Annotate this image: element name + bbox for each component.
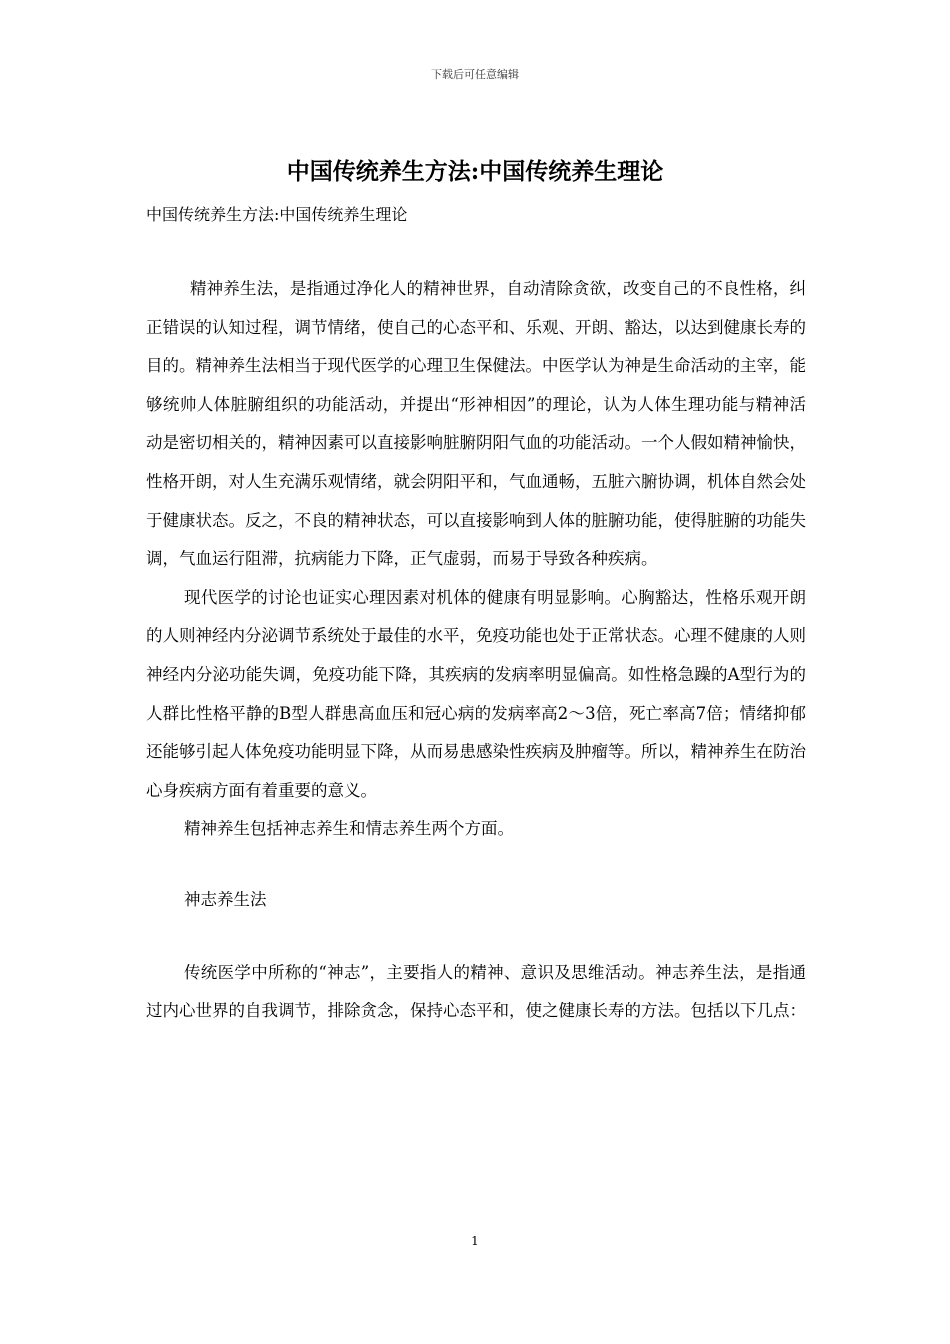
document-body	[146, 270, 806, 1031]
document-subtitle: 中国传统养生方法:中国传统养生理论	[146, 205, 408, 224]
paragraph: 传统医学中所称的“神志”，主要指人的精神、意识及思维活动。神志养生法，是指通过内心世界的自我调节，排除贪念，保持心态平和，使之健康长寿的方法。包括以下几点：	[146, 962, 806, 1021]
paragraph: 精神养生法，是指通过净化人的精神世界，自动清除贪欲，改变自己的不良性格，纠正错误的认知过程，调节情绪，使自己的心态平和、乐观、开朗、豁达，以达到健康长寿的目的。精神养生法相当于现代医学的心理卫生保健法。中医学认为神是生命活动的主宰，能够统帅人体脏腑组织的功能活动，并提出“形神相因”的理论，认为人体生理功能与精神活动是密切相关的，精神因素可以直接影响脏腑阴阳气血的功能活动。一个人假如精神愉快，性格开朗，对人生充满乐观情绪，就会阴阳平和，气血通畅，五脏六腑协调，机体自然会处于健康状态。反之，不良的精神状态，可以直接影响到人体的脏腑功能，使得脏腑的功能失调，气血运行阻滞，抗病能力下降，正气虚弱，而易于导致各种疾病。	[146, 279, 806, 569]
section-heading: 神志养生法	[184, 889, 267, 909]
paragraph: 精神养生包括神志养生和情志养生两个方面。	[184, 819, 514, 839]
page-number: 1	[471, 1234, 479, 1248]
blank-line	[146, 920, 806, 954]
paragraph: 现代医学的讨论也证实心理因素对机体的健康有明显影响。心胸豁达，性格乐观开朗的人则神经内分泌调节系统处于最佳的水平，免疫功能也处于正常状态。心理不健康的人则神经内分泌功能失调，免疫功能下降，其疾病的发病率明显偏高。如性格急躁的A型行为的人群比性格平静的B型人群患高血压和冠心病的发病率高2～3倍，死亡率高7倍；情绪抑郁还能够引起人体免疫功能明显下降，从而易患感染性疾病及肿瘤等。所以，精神养生在防治心身疾病方面有着重要的意义。	[146, 587, 806, 800]
blank-line	[146, 849, 806, 881]
document-title: 中国传统养生方法:中国传统养生理论	[286, 158, 664, 185]
page-header-note: 下载后可任意编辑	[431, 68, 519, 81]
